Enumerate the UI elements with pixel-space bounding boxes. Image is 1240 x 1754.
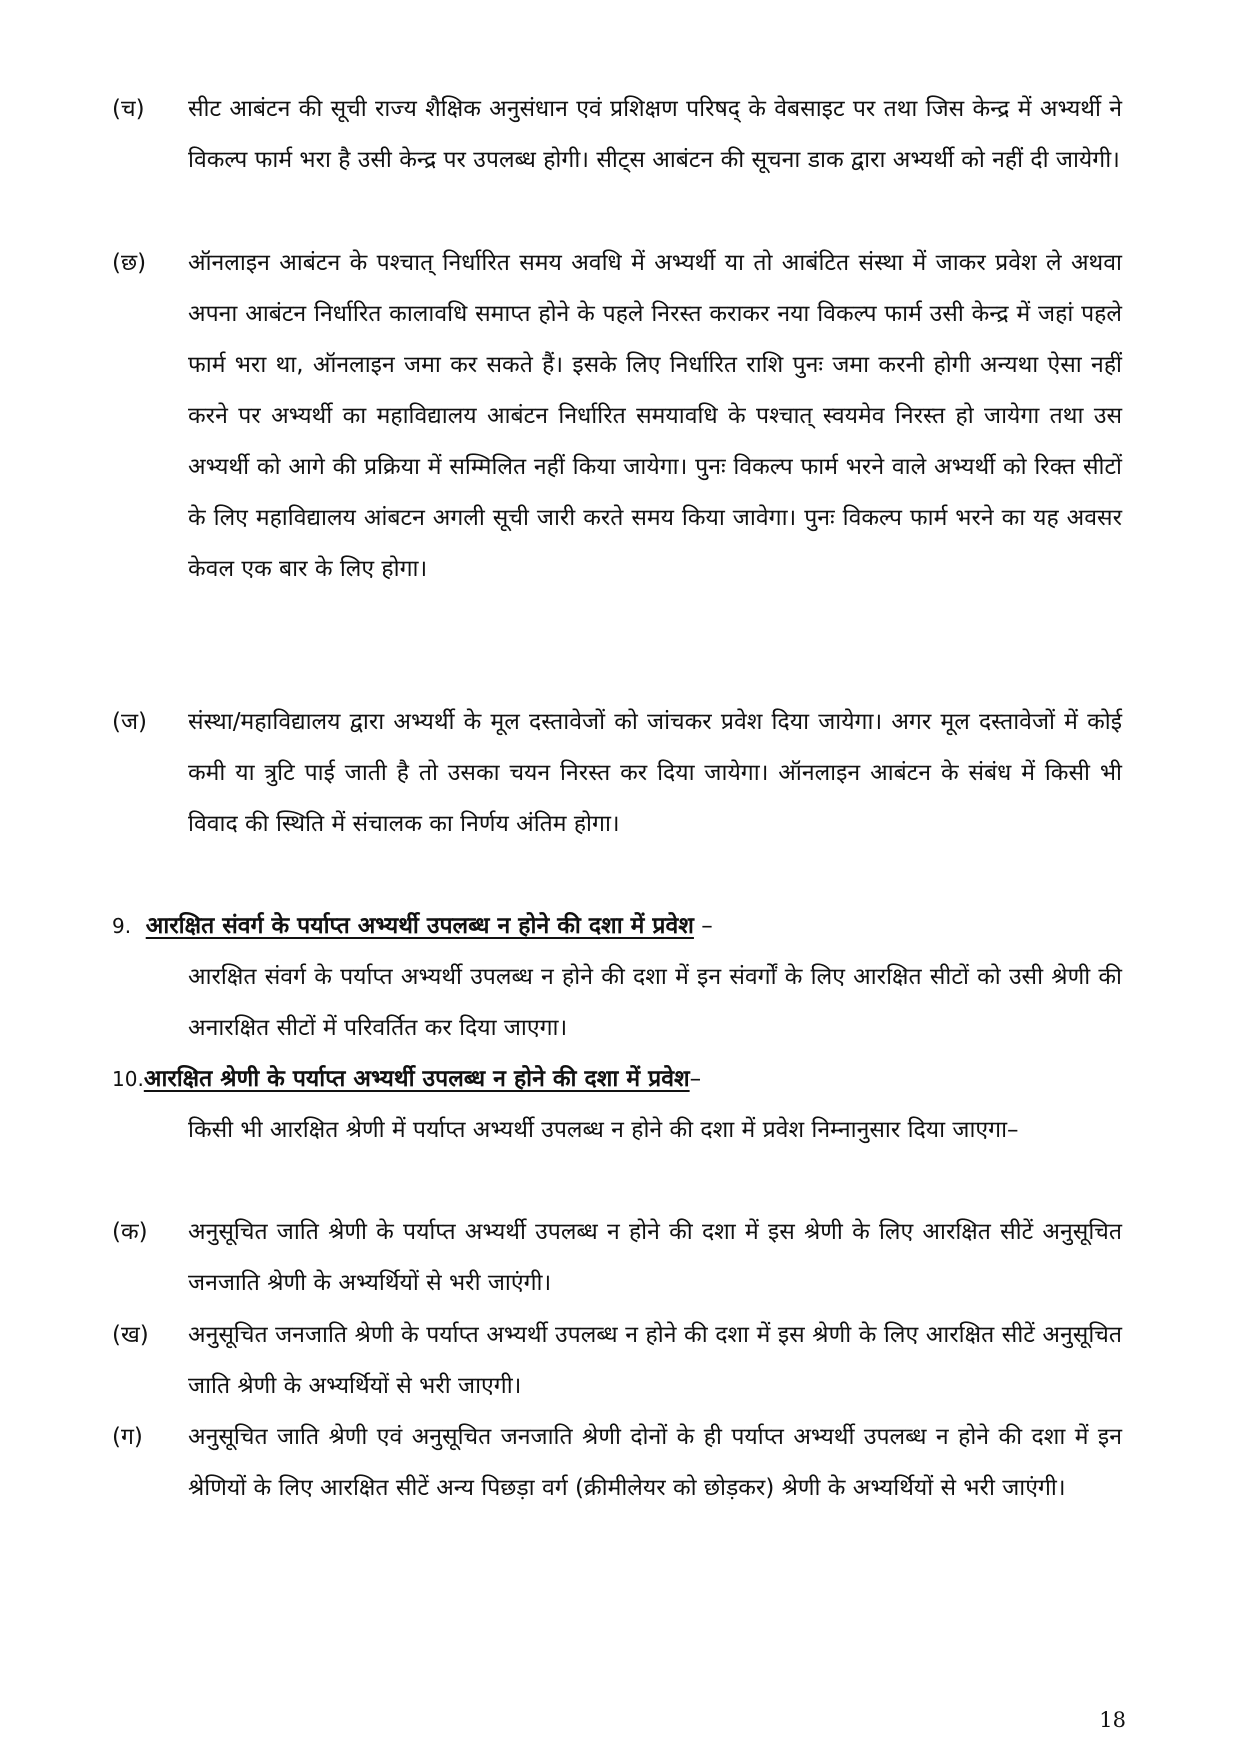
list-item-cha [112, 84, 1122, 186]
section-number: 10. [112, 1067, 144, 1091]
list-item-chha [112, 238, 1122, 595]
list-item-ja [112, 697, 1122, 850]
section-title-suffix: – [689, 1066, 702, 1092]
section-number: 9. [112, 914, 132, 938]
section-heading-10 [112, 1054, 1122, 1105]
item-text: अनुसूचित जनजाति श्रेणी के पर्याप्त अभ्यर्थी उपलब्ध न होने की दशा में इस श्रेणी के लिए आरक्षित सीटें अनुसूचित जाति श्रेणी के अभ्यर्थियों से भरी जाएगी। [188, 1322, 1122, 1399]
item-text: अनुसूचित जाति श्रेणी के पर्याप्त अभ्यर्थी उपलब्ध न होने की दशा में इस श्रेणी के लिए आरक्षित सीटें अनुसूचित जनजाति श्रेणी के अभ्यर्थियों से भरी जाएंगी। [188, 1219, 1122, 1296]
list-item-ga [112, 1412, 1122, 1514]
item-marker: (ख) [112, 1322, 149, 1348]
section-title-suffix: – [693, 913, 713, 939]
item-marker: (ग) [112, 1424, 143, 1450]
item-text: संस्था/महाविद्यालय द्वारा अभ्यर्थी के मूल दस्तावेजों को जांचकर प्रवेश दिया जायेगा। अगर मूल दस्तावेजों में कोई कमी या त्रुटि पाई जाती है तो उसका चयन निरस्त कर दिया जायेगा। ऑनलाइन आबंटन के संबंध में किसी भी विवाद की स्थिति में संचालक का निर्णय अंतिम होगा। [188, 709, 1122, 837]
item-text: सीट आबंटन की सूची राज्य शैक्षिक अनुसंधान एवं प्रशिक्षण परिषद् के वेबसाइट पर तथा जिस केन्द्र में अभ्यर्थी ने विकल्प फार्म भरा है उसी केन्द्र पर उपलब्ध होगी। सीट्स आबंटन की सूचना डाक द्वारा अभ्यर्थी को नहीं दी जायेगी। [188, 96, 1122, 173]
section-title: आरक्षित संवर्ग के पर्याप्त अभ्यर्थी उपलब्ध न होने की दशा में प्रवेश [145, 913, 694, 939]
list-item-kha [112, 1310, 1122, 1412]
item-text: अनुसूचित जाति श्रेणी एवं अनुसूचित जनजाति श्रेणी दोनों के ही पर्याप्त अभ्यर्थी उपलब्ध न होने की दशा में इन श्रेणियों के लिए आरक्षित सीटें अन्य पिछड़ा वर्ग (क्रीमीलेयर को छोड़कर) श्रेणी के अभ्यर्थियों से भरी जाएंगी। [188, 1424, 1122, 1501]
item-marker: (च) [112, 96, 145, 122]
item-marker: (छ) [112, 250, 147, 276]
section-title: आरक्षित श्रेणी के पर्याप्त अभ्यर्थी उपलब्ध न होने की दशा में प्रवेश [143, 1066, 690, 1092]
section-heading-9 [112, 901, 1122, 952]
item-marker: (क) [112, 1219, 148, 1245]
list-item-ka [112, 1207, 1122, 1309]
section-9-text: आरक्षित संवर्ग के पर्याप्त अभ्यर्थी उपलब्ध न होने की दशा में इन संवर्गों के लिए आरक्षित सीटों को उसी श्रेणी की अनारक्षित सीटों में परिवर्तित कर दिया जाएगा। [188, 964, 1122, 1041]
page-number: 18 [1099, 1708, 1126, 1732]
item-text: ऑनलाइन आबंटन के पश्चात् निर्धारित समय अवधि में अभ्यर्थी या तो आबंटित संस्था में जाकर प्रवेश ले अथवा अपना आबंटन निर्धारित कालावधि समाप्त होने के पहले निरस्त कराकर नया विकल्प फार्म उसी केन्द्र में जहां पहले फार्म भरा था, ऑनलाइन जमा कर सकते हैं। इसके लिए निर्धारित राशि पुनः जमा करनी होगी अन्यथा ऐसा नहीं करने पर अभ्यर्थी का महाविद्यालय आबंटन निर्धारित समयावधि के पश्चात् स्वयमेव निरस्त हो जायेगा तथा उस अभ्यर्थी को आगे की प्रक्रिया में सम्मिलित नहीं किया जायेगा। पुनः विकल्प फार्म भरने वाले अभ्यर्थी को रिक्त सीटों के लिए महाविद्यालय आंबटन अगली सूची जारी करते समय किया जावेगा। पुनः विकल्प फार्म भरने का यह अवसर केवल एक बार के लिए होगा। [188, 250, 1122, 582]
section-10-text: किसी भी आरक्षित श्रेणी में पर्याप्त अभ्यर्थी उपलब्ध न होने की दशा में प्रवेश निम्नानुसार दिया जाएगा– [188, 1117, 1019, 1143]
item-marker: (ज) [112, 709, 148, 735]
